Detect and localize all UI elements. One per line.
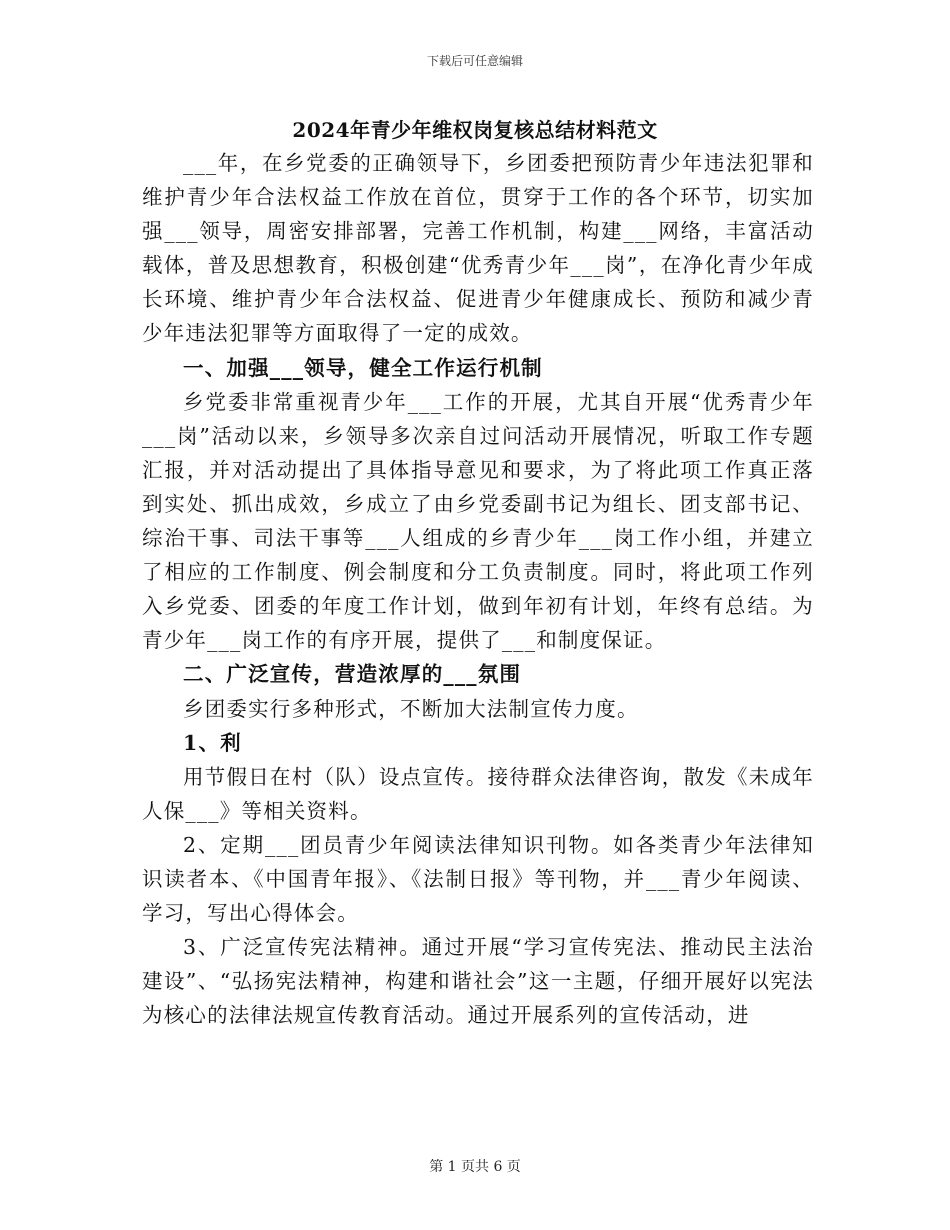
paragraph-section-1: 乡党委非常重视青少年___工作的开展，尤其自开展“优秀青少年___岗”活动以来，乡领导多次亲自过问活动开展情况，听取工作专题汇报，并对活动提出了具体指导意见和要求，为了将此项工作真正落到实处、抓出成效，乡成立了由乡党委副书记为组长、团支部书记、综治干事、司法干事等___人组成的乡青少年___岗工作小组，并建立了相应的工作制度、例会制度和分工负责制度。同时，将此项工作列入乡党委、团委的年度工作计划，做到年初有计划，年终有总结。为青少年___岗工作的有序开展，提供了___和制度保证。 (142, 389, 814, 653)
document-body (142, 146, 814, 1032)
list-item-1-heading: 1、利 (183, 730, 242, 755)
page-header: 下载后可任意编辑 (426, 54, 523, 68)
document-title: 2024年青少年维权岗复核总结材料范文 (292, 118, 658, 142)
section-heading-1: 一、加强___领导，健全工作运行机制 (183, 355, 543, 380)
list-item-2: 2、定期___团员青少年阅读法律知识刊物。如各类青少年法律知识读者本、《中国青年报》、《法制日报》等刊物，并___青少年阅读、学习，写出心得体会。 (142, 832, 814, 926)
page-footer: 第 1 页共 6 页 (429, 1159, 521, 1175)
paragraph-section-2: 乡团委实行多种形式，不断加大法制宣传力度。 (183, 696, 639, 721)
list-item-3: 3、广泛宣传宪法精神。通过开展“学习宣传宪法、推动民主法治建设”、“弘扬宪法精神，构建和谐社会”这一主题，仔细开展好以宪法为核心的法律法规宣传教育活动。通过开展系列的宣传活动，进 (142, 935, 814, 1028)
paragraph-intro: ___年，在乡党委的正确领导下，乡团委把预防青少年违法犯罪和维护青少年合法权益工作放在首位，贯穿于工作的各个环节，切实加强___领导，周密安排部署，完善工作机制，构建___网络，丰富活动载体，普及思想教育，积极创建“优秀青少年___岗”，在净化青少年成长环境、维护青少年合法权益、促进青少年健康成长、预防和减少青少年违法犯罪等方面取得了一定的成效。 (142, 151, 814, 346)
section-heading-2: 二、广泛宣传，营造浓厚的___氛围 (183, 662, 522, 687)
list-item-1-text: 用节假日在村（队）设点宣传。接待群众法律咨询，散发《未成年人保___》等相关资料。 (142, 764, 814, 823)
